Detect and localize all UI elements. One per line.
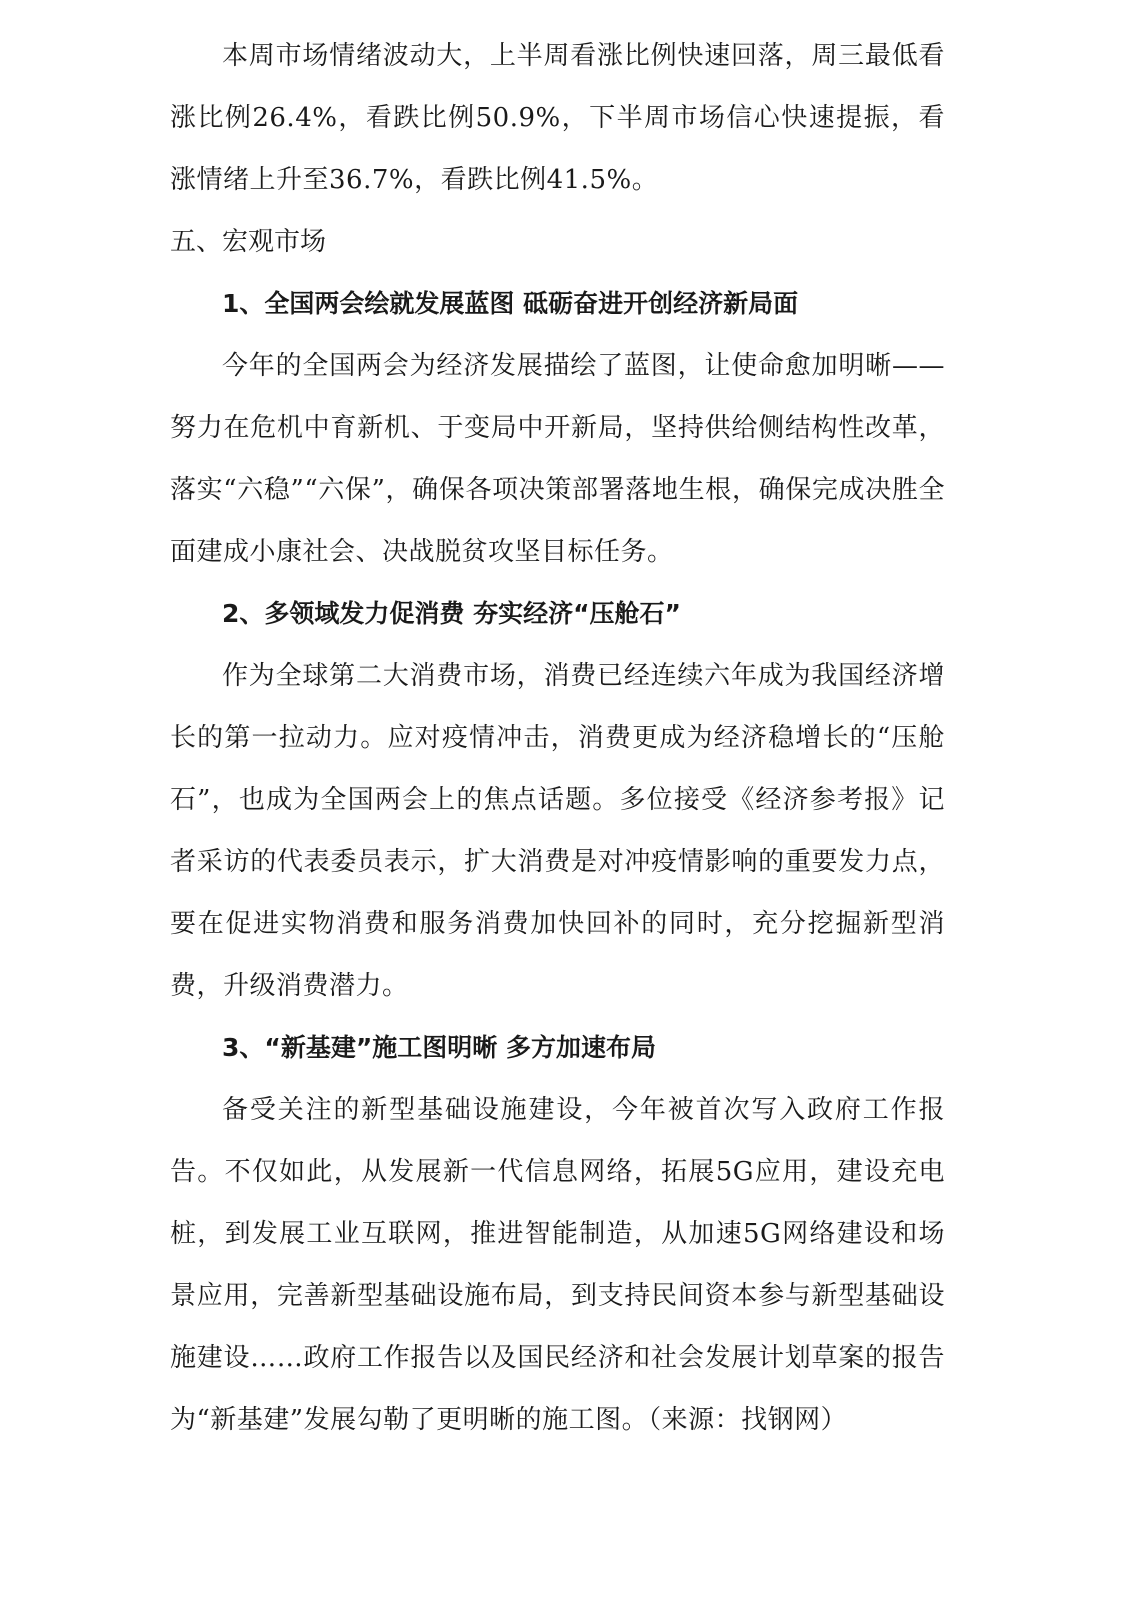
- item-3-body: 备受关注的新型基础设施建设，今年被首次写入政府工作报告。不仅如此，从发展新一代信息网络，拓展5G应用，建设充电桩，到发展工业互联网，推进智能制造，从加速5G网络建设和场景应用，完善新型基础设施布局，到支持民间资本参与新型基础设施建设……政府工作报告以及国民经济和社会发展计划草案的报告为“新基建”发展勾勒了更明晰的施工图。（来源：找钢网）: [170, 1095, 945, 1435]
- item-2-heading: 2、多领域发力促消费 夯实经济“压舱石”: [222, 599, 681, 628]
- item-3-heading: 3、“新基建”施工图明晰 多方加速布局: [222, 1033, 656, 1062]
- item-2-body: 作为全球第二大消费市场，消费已经连续六年成为我国经济增长的第一拉动力。应对疫情冲击，消费更成为经济稳增长的“压舱石”，也成为全国两会上的焦点话题。多位接受《经济参考报》记者采访的代表委员表示，扩大消费是对冲疫情影响的重要发力点，要在促进实物消费和服务消费加快回补的同时，充分挖掘新型消费，升级消费潜力。: [170, 661, 945, 1001]
- item-1-heading: 1、全国两会绘就发展蓝图 砥砺奋进开创经济新局面: [222, 289, 799, 318]
- intro-paragraph: 本周市场情绪波动大，上半周看涨比例快速回落，周三最低看涨比例26.4%，看跌比例50.9%，下半周市场信心快速提振，看涨情绪上升至36.7%，看跌比例41.5%。: [170, 41, 945, 195]
- document-page: [170, 0, 945, 1451]
- item-1-body: 今年的全国两会为经济发展描绘了蓝图，让使命愈加明晰——努力在危机中育新机、于变局中开新局，坚持供给侧结构性改革，落实“六稳”“六保”，确保各项决策部署落地生根，确保完成决胜全面建成小康社会、决战脱贫攻坚目标任务。: [170, 351, 945, 567]
- section-title: 五、宏观市场: [170, 227, 327, 257]
